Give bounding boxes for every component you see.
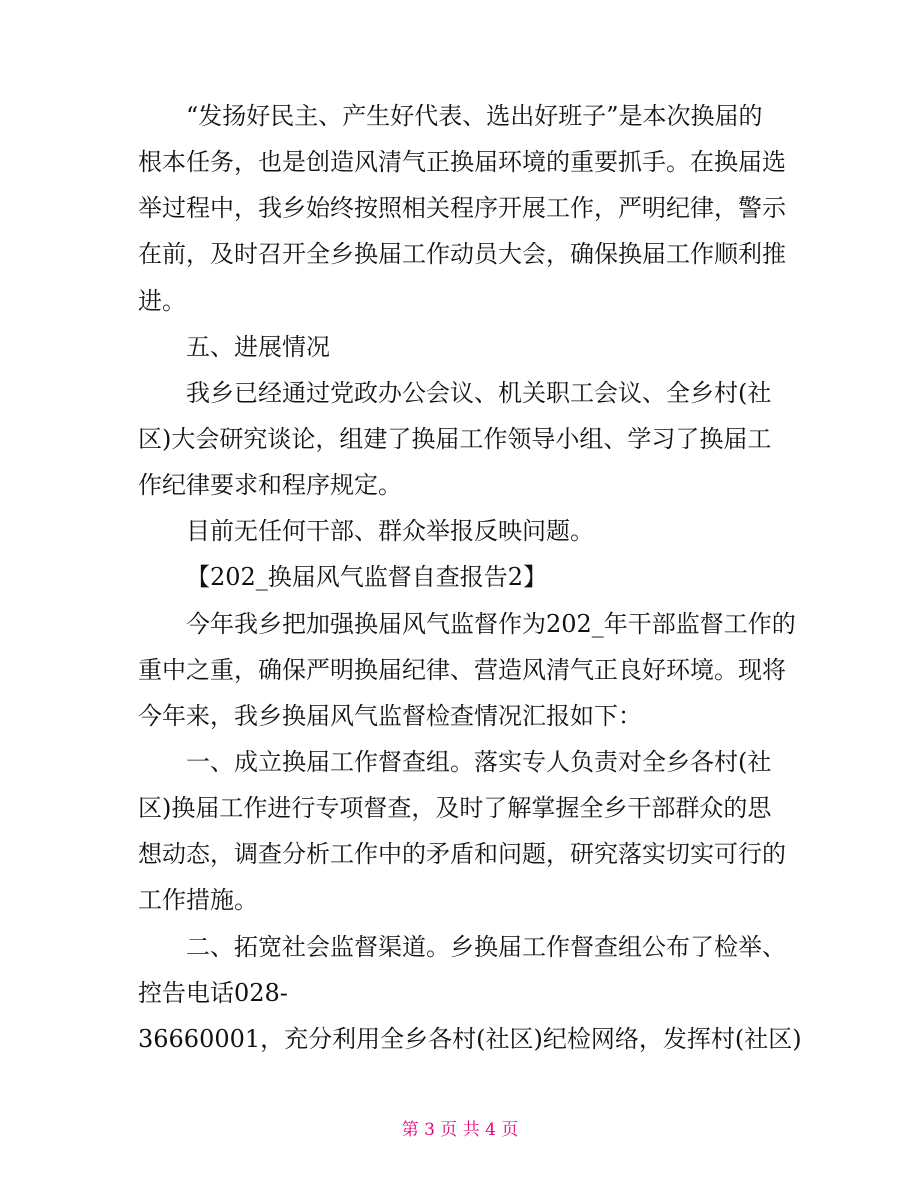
paragraph-line: 工作措施。 (138, 886, 258, 915)
paragraph-line: 区)大会研究谈论，组建了换届工作领导小组、学习了换届工 (138, 424, 772, 453)
paragraph-line: 重中之重，确保严明换届纪律、营造风清气正良好环境。现将 (138, 655, 786, 684)
paragraph-line: 控告电话028- (138, 978, 288, 1007)
paragraph-line: 今年来，我乡换届风气监督检查情况汇报如下： (138, 701, 642, 730)
document-body (138, 102, 802, 1072)
paragraph-line: 举过程中，我乡始终按照相关程序开展工作，严明纪律，警示 (138, 194, 786, 223)
section-heading: 五、进展情况 (186, 332, 330, 361)
report-title: 【202_换届风气监督自查报告2】 (186, 563, 548, 592)
paragraph-line: 区)换届工作进行专项督查，及时了解掌握全乡干部群众的思 (138, 794, 772, 823)
paragraph-line: 我乡已经通过党政办公会议、机关职工会议、全乡村(社 (186, 378, 772, 407)
paragraph-line: 二、拓宽社会监督渠道。乡换届工作督查组公布了检举、 (186, 932, 786, 961)
paragraph-line: “发扬好民主、产生好代表、选出好班子”是本次换届的 (186, 102, 763, 130)
paragraph-line: 进。 (138, 286, 186, 315)
paragraph-line: 想动态，调查分析工作中的矛盾和问题，研究落实切实可行的 (138, 840, 786, 869)
paragraph-line: 一、成立换届工作督查组。落实专人负责对全乡各村(社 (186, 747, 772, 776)
paragraph-line: 在前，及时召开全乡换届工作动员大会，确保换届工作顺利推 (138, 240, 786, 269)
paragraph-line: 作纪律要求和程序规定。 (138, 471, 402, 500)
paragraph-line: 根本任务，也是创造风清气正换届环境的重要抓手。在换届选 (138, 148, 786, 177)
paragraph-line: 今年我乡把加强换届风气监督作为202_年干部监督工作的 (186, 609, 796, 638)
page-footer: 第 3 页 共 4 页 (401, 1120, 519, 1140)
paragraph-line: 36660001，充分利用全乡各村(社区)纪检网络，发挥村(社区) (138, 1024, 802, 1053)
paragraph-line: 目前无任何干部、群众举报反映问题。 (186, 517, 594, 546)
